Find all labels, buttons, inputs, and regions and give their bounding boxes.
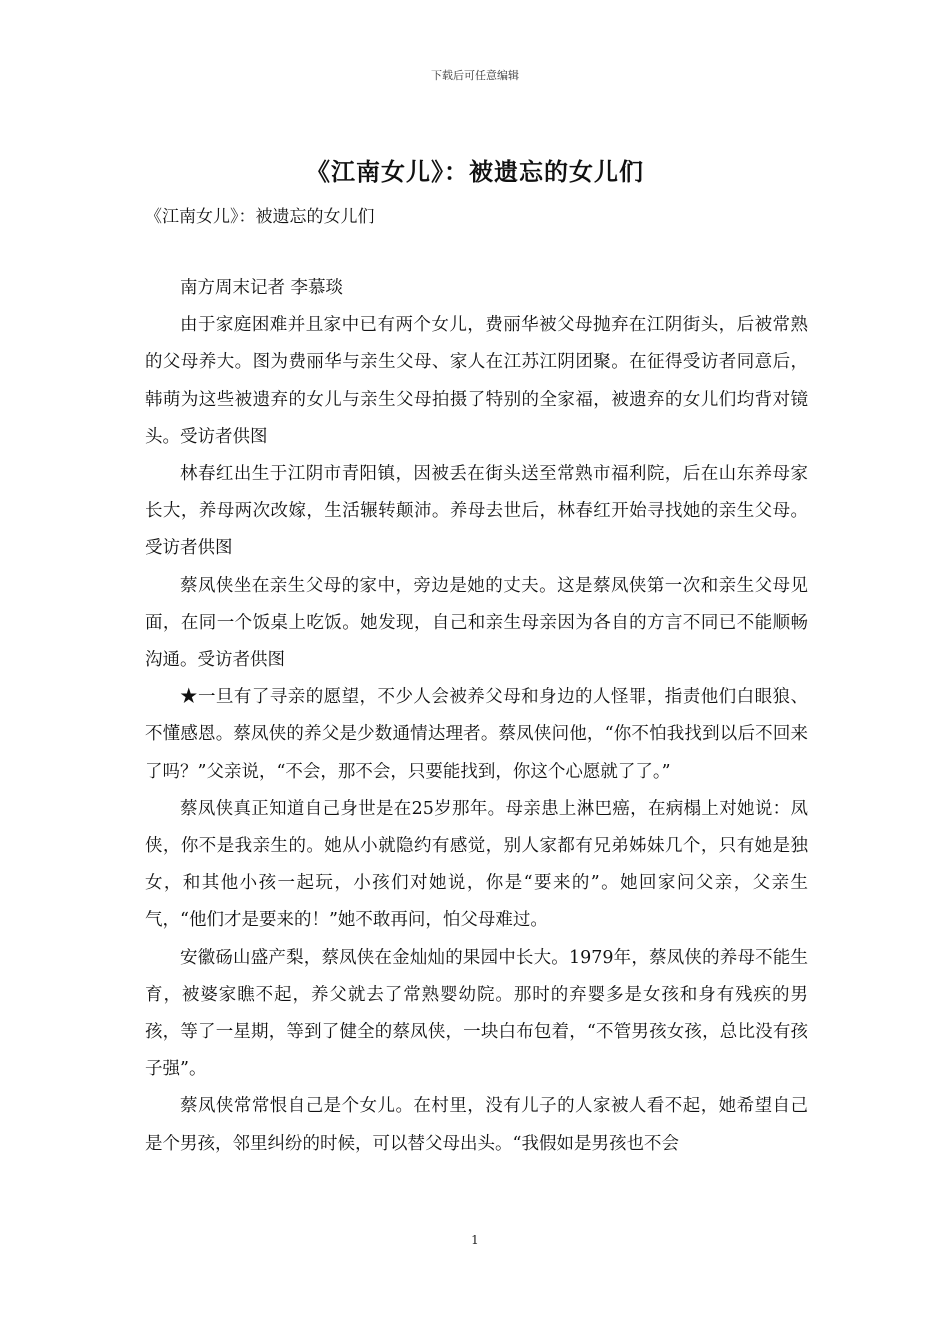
body-paragraph: 林春红出生于江阴市青阳镇，因被丢在街头送至常熟市福利院，后在山东养母家长大，养母两次改嫁，生活辗转颠沛。养母去世后，林春红开始寻找她的亲生父母。受访者供图	[145, 464, 808, 559]
body-paragraph: ★一旦有了寻亲的愿望，不少人会被养父母和身边的人怪罪，指责他们白眼狼、不懂感恩。蔡凤侠的养父是少数通情达理者。蔡凤侠问他，“你不怕我找到以后不回来了吗？”父亲说，“不会，那不会，只要能找到，你这个心愿就了了。”	[145, 687, 808, 782]
article-body	[145, 270, 808, 1163]
article-subtitle: 《江南女儿》：被遗忘的女儿们	[145, 207, 375, 227]
byline-paragraph: 南方周末记者 李慕琰	[180, 278, 344, 298]
header-note: 下载后可任意编辑	[431, 69, 519, 82]
body-paragraph: 蔡凤侠坐在亲生父母的家中，旁边是她的丈夫。这是蔡凤侠第一次和亲生父母见面，在同一个饭桌上吃饭。她发现，自己和亲生母亲因为各自的方言不同已不能顺畅沟通。受访者供图	[145, 575, 808, 671]
body-paragraph: 蔡凤侠真正知道自己身世是在25岁那年。母亲患上淋巴癌，在病榻上对她说：凤侠，你不是我亲生的。她从小就隐约有感觉，别人家都有兄弟姊妹几个，只有她是独女，和其他小孩一起玩，小孩们对她说，你是“要来的”。她回家问父亲，父亲生气，“他们才是要来的！”她不敢再问，怕父母难过。	[145, 798, 808, 931]
article-title: 《江南女儿》：被遗忘的女儿们	[306, 158, 644, 186]
body-paragraph: 安徽砀山盛产梨，蔡凤侠在金灿灿的果园中长大。1979年，蔡凤侠的养母不能生育，被婆家瞧不起，养父就去了常熟婴幼院。那时的弃婴多是女孩和身有残疾的男孩，等了一星期，等到了健全的蔡凤侠，一块白布包着，“不管男孩女孩，总比没有孩子强”。	[145, 947, 808, 1080]
page-number: 1	[471, 1233, 479, 1247]
body-paragraph: 由于家庭困难并且家中已有两个女儿，费丽华被父母抛弃在江阴街头，后被常熟的父母养大。图为费丽华与亲生父母、家人在江苏江阴团聚。在征得受访者同意后，韩萌为这些被遗弃的女儿与亲生父母拍摄了特别的全家福，被遗弃的女儿们均背对镜头。受访者供图	[145, 315, 808, 447]
body-paragraph: 蔡凤侠常常恨自己是个女儿。在村里，没有儿子的人家被人看不起，她希望自己是个男孩，邻里纠纷的时候，可以替父母出头。“我假如是男孩也不会	[145, 1096, 808, 1154]
